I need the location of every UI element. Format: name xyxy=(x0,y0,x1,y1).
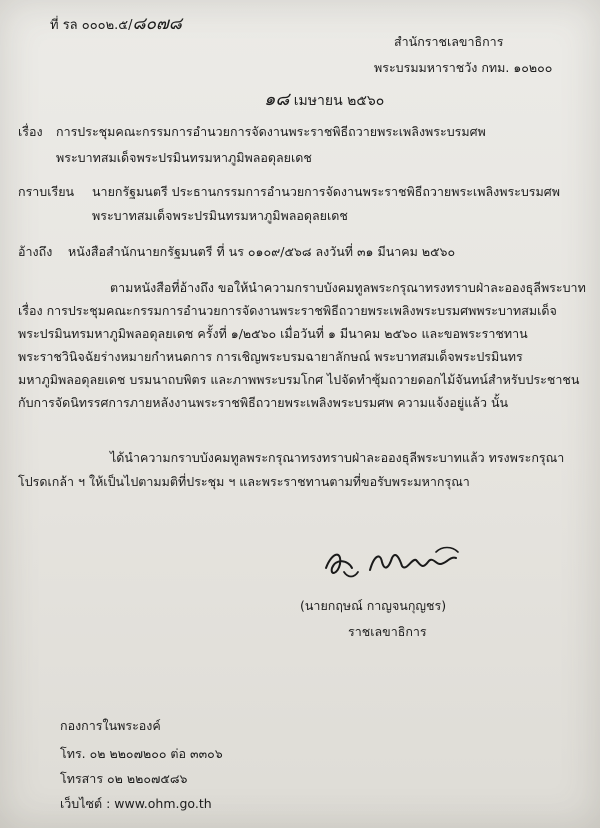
reference-number-handwritten: ๘๐๗๘ xyxy=(132,14,182,34)
office-address: พระบรมมหาราชวัง กทม. ๑๐๒๐๐ xyxy=(374,60,553,75)
reference-number xyxy=(50,16,182,34)
footer-department: กองการในพระองค์ xyxy=(60,718,161,733)
body-line: ตามหนังสือที่อ้างถึง ขอให้นำความกราบบังคมทูลพระกรุณาทรงทราบฝ่าละอองธุลีพระบาท xyxy=(110,280,586,295)
office-name: สำนักราชเลขาธิการ xyxy=(394,34,504,49)
date-day-handwritten: ๑๘ xyxy=(264,89,290,110)
recipient-label: กราบเรียน xyxy=(18,184,75,199)
date-month-year: เมษายน ๒๕๖๐ xyxy=(289,93,385,109)
signatory-title: ราชเลขาธิการ xyxy=(348,624,427,639)
recipient-line-2: พระบาทสมเด็จพระปรมินทรมหาภูมิพลอดุลยเดช xyxy=(92,208,348,223)
footer-phone: โทร. ๐๒ ๒๒๐๗๒๐๐ ต่อ ๓๓๐๖ xyxy=(60,746,223,761)
closing-line-1: ได้นำความกราบบังคมทูลพระกรุณาทรงทราบฝ่าละอองธุลีพระบาทแล้ว ทรงพระกรุณา xyxy=(110,450,565,465)
reference-text: หนังสือสำนักนายกรัฐมนตรี ที่ นร ๐๑๐๙/๕๖๘ ลงวันที่ ๓๑ มีนาคม ๒๕๖๐ xyxy=(68,244,456,259)
body-line: มหาภูมิพลอดุลยเดช บรมนาถบพิตร และภาพพระบรมโกศ ไปจัดทำซุ้มถวายดอกไม้จันทน์สำหรับประชาชน xyxy=(18,372,580,387)
body-line: พระราชวินิจฉัยร่างหมายกำหนดการ การเชิญพระบรมฉายาลักษณ์ พระบาทสมเด็จพระปรมินทร xyxy=(18,349,523,364)
subject-line-1: การประชุมคณะกรรมการอำนวยการจัดงานพระราชพิธีถวายพระเพลิงพระบรมศพ xyxy=(56,124,486,139)
footer-website: เว็บไซต์ : www.ohm.go.th xyxy=(60,796,212,811)
subject-label: เรื่อง xyxy=(18,124,43,139)
closing-line-2: โปรดเกล้า ฯ ให้เป็นไปตามมติที่ประชุม ฯ และพระราชทานตามที่ขอรับพระมหากรุณา xyxy=(18,474,470,489)
recipient-line-1: นายกรัฐมนตรี ประธานกรรมการอำนวยการจัดงานพระราชพิธีถวายพระเพลิงพระบรมศพ xyxy=(92,184,560,199)
body-line: พระปรมินทรมหาภูมิพลอดุลยเดช ครั้งที่ ๑/๒๕๖๐ เมื่อวันที่ ๑ มีนาคม ๒๕๖๐ และขอพระราชทาน xyxy=(18,326,528,341)
body-line: กับการจัดนิทรรศการภายหลังงานพระราชพิธีถวายพระเพลิงพระบรมศพ ความแจ้งอยู่แล้ว นั้น xyxy=(18,395,509,410)
handwritten-signature xyxy=(318,538,468,588)
body-line: เรื่อง การประชุมคณะกรรมการอำนวยการจัดงานพระราชพิธีถวายพระเพลิงพระบรมศพพระบาทสมเด็จ xyxy=(18,303,557,318)
reference-prefix: ที่ รล ๐๐๐๒.๕/ xyxy=(50,18,133,33)
document-date xyxy=(264,89,385,110)
subject-line-2: พระบาทสมเด็จพระปรมินทรมหาภูมิพลอดุลยเดช xyxy=(56,150,312,165)
footer-fax: โทรสาร ๐๒ ๒๒๐๗๕๘๖ xyxy=(60,771,188,786)
signatory-name: (นายกฤษณ์ กาญจนกุญชร) xyxy=(300,598,447,613)
reference-label: อ้างถึง xyxy=(18,244,53,259)
